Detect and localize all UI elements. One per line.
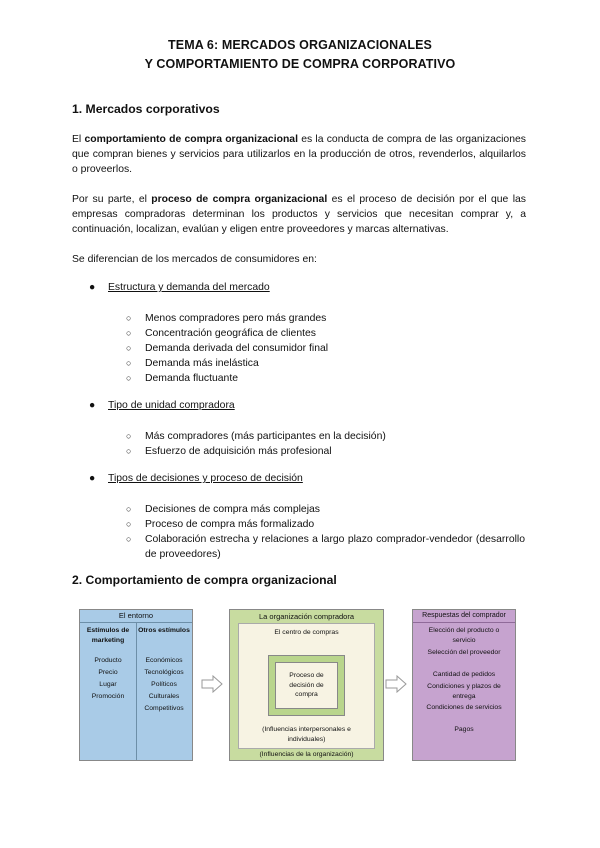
proceso-outer-box: [268, 655, 345, 716]
respuesta-item: Condiciones y plazos de entrega: [427, 683, 501, 700]
respuesta-item: Condiciones de servicios: [426, 704, 502, 711]
section-1-heading: 1. Mercados corporativos: [72, 102, 220, 116]
respuestas-title: Respuestas del comprador: [413, 610, 515, 623]
respuesta-item: Elección del producto o servicio: [428, 627, 500, 644]
entorno-col1-item: Promoción: [91, 693, 125, 700]
centro-compras-label: El centro de compras: [274, 629, 339, 636]
p1-bold: comportamiento de compra organizacional: [84, 134, 298, 145]
entorno-title: El entorno: [80, 610, 192, 623]
entorno-box: [79, 609, 193, 761]
entorno-col1-item: Producto: [94, 657, 122, 664]
bullet-dot: ●: [89, 282, 96, 293]
organizacion-title: La organización compradora: [258, 612, 355, 621]
centro-compras-box: [238, 623, 375, 749]
organizacion-box: [229, 609, 384, 761]
bullet-group-3-label: Tipos de decisiones y proceso de decisión: [108, 473, 303, 484]
arrow-right-icon: [385, 675, 407, 693]
entorno-col2-item: Competitivos: [144, 705, 184, 712]
circle-bullet-icon: ○: [126, 446, 132, 456]
respuesta-item: Pagos: [454, 726, 474, 733]
proceso-box: [275, 662, 338, 709]
section-2-heading: 2. Comportamiento de compra organizacional: [72, 573, 337, 587]
entorno-col1-item: Precio: [98, 669, 118, 676]
document-title-line1: TEMA 6: MERCADOS ORGANIZACIONALES: [168, 38, 432, 52]
influencias-organizacion: (Influencias de la organización): [259, 751, 354, 758]
p1-pre: El: [72, 134, 85, 145]
proceso-label: Proceso de decisión de compra: [289, 672, 324, 698]
entorno-col2-item: Culturales: [148, 693, 180, 700]
document-page: TEMA 6: MERCADOS ORGANIZACIONALES Y COMPORTAMIENTO DE COMPRA CORPORATIVO 1. Mercados corporativos El comportamiento de compra organizacional es la conducta de compra de las organizaciones que compran bienes y servicios para utilizarlos en la producción de otros, revenderlos, alquilarlos o proveerlos. Por su parte, el proceso de compra organizacional es el proceso de decisión por el que las empresas compradoras determinan los productos y servicios que necesitan comprar y, a continuación, localizan, evalúan y eligen entre proveedores y marcas alternativas. Se diferencian de los mercados de consumidores en: ● Estructura y demanda del mercado ○ Menos compradores pero más grandes ○ Concentración geográfica de clientes ○ Demanda derivada del consumidor final ○ Demanda más inelástica ○ Demanda fluctuante ● Tipo de unidad compradora ○ Más compradores (más participantes en la decisión) ○ Esfuerzo de adquisición más profesional ● Tipos de decisiones y proceso de decisión ○ Decisiones de compra más complejas ○ Proceso de compra más formalizado ○ Colaboración estrecha y relaciones a largo plazo comprador-vendedor (desarrollo de proveedores) 2. Comportamiento de compra organizacional El entorno Estímulos de marketing Otros estímulos Producto Precio Lugar Promoción Económicos Tecnológicos Políticos Culturales Competitivos La organización compradora El centro de compras Proceso de decisión de compra (Influencias interpersonales e individuales) (Influencias de la organización) Respuestas del comprador Elección del producto o servicio Selección del proveedor Cantidad de pedidos Condiciones y plazos de entrega Condiciones de servicios Pagos: [0, 0, 600, 848]
respuestas-box: [412, 609, 516, 761]
bullet-group-1-label: Estructura y demanda del mercado: [108, 282, 270, 293]
entorno-col2-item: Económicos: [145, 657, 183, 664]
paragraph-3: Se diferencian de los mercados de consumidores en:: [72, 254, 317, 265]
circle-bullet-icon: ○: [126, 313, 132, 323]
paragraph-1: [72, 132, 526, 177]
p2-pre: Por su parte, el: [72, 194, 152, 205]
circle-bullet-icon: ○: [126, 534, 132, 544]
entorno-divider: [136, 622, 137, 760]
circle-bullet-icon: ○: [126, 328, 132, 338]
bullet-dot: ●: [89, 400, 96, 411]
circle-bullet-icon: ○: [126, 431, 132, 441]
arrow-right-icon: [201, 675, 223, 693]
p2-post: es el proceso de decisión por el que las empresas compradoras determinan los productos y servicios que necesitan comprar y, a continuación, localizan, evalúan y eligen entre proveedores y marcas alternativas.: [72, 194, 526, 235]
p2-bold: proceso de compra organizacional: [151, 194, 328, 205]
respuesta-item: Cantidad de pedidos: [432, 671, 496, 678]
entorno-col1-item: Lugar: [99, 681, 117, 688]
circle-bullet-icon: ○: [126, 358, 132, 368]
bullet-dot: ●: [89, 473, 96, 484]
circle-bullet-icon: ○: [126, 504, 132, 514]
circle-bullet-icon: ○: [126, 519, 132, 529]
entorno-col2-item: Tecnológicos: [144, 669, 184, 676]
bullet-group-2-label: Tipo de unidad compradora: [108, 400, 235, 411]
entorno-col2-item: Políticos: [151, 681, 177, 688]
document-title-line2: Y COMPORTAMIENTO DE COMPRA CORPORATIVO: [144, 57, 456, 71]
p1-post: es la conducta de compra de las organizaciones que compran bienes y servicios para utilizarlos en la producción de otros, revenderlos, alquilarlos o proveerlos.: [72, 134, 526, 175]
entorno-col1-title: Estímulos de marketing: [86, 627, 130, 644]
paragraph-2: [72, 192, 526, 237]
influencias-interpersonales: (Influencias interpersonales e individuales): [262, 726, 351, 743]
respuesta-item: Selección del proveedor: [427, 649, 501, 656]
circle-bullet-icon: ○: [126, 343, 132, 353]
circle-bullet-icon: ○: [126, 373, 132, 383]
entorno-col2-title: Otros estímulos: [138, 627, 190, 634]
